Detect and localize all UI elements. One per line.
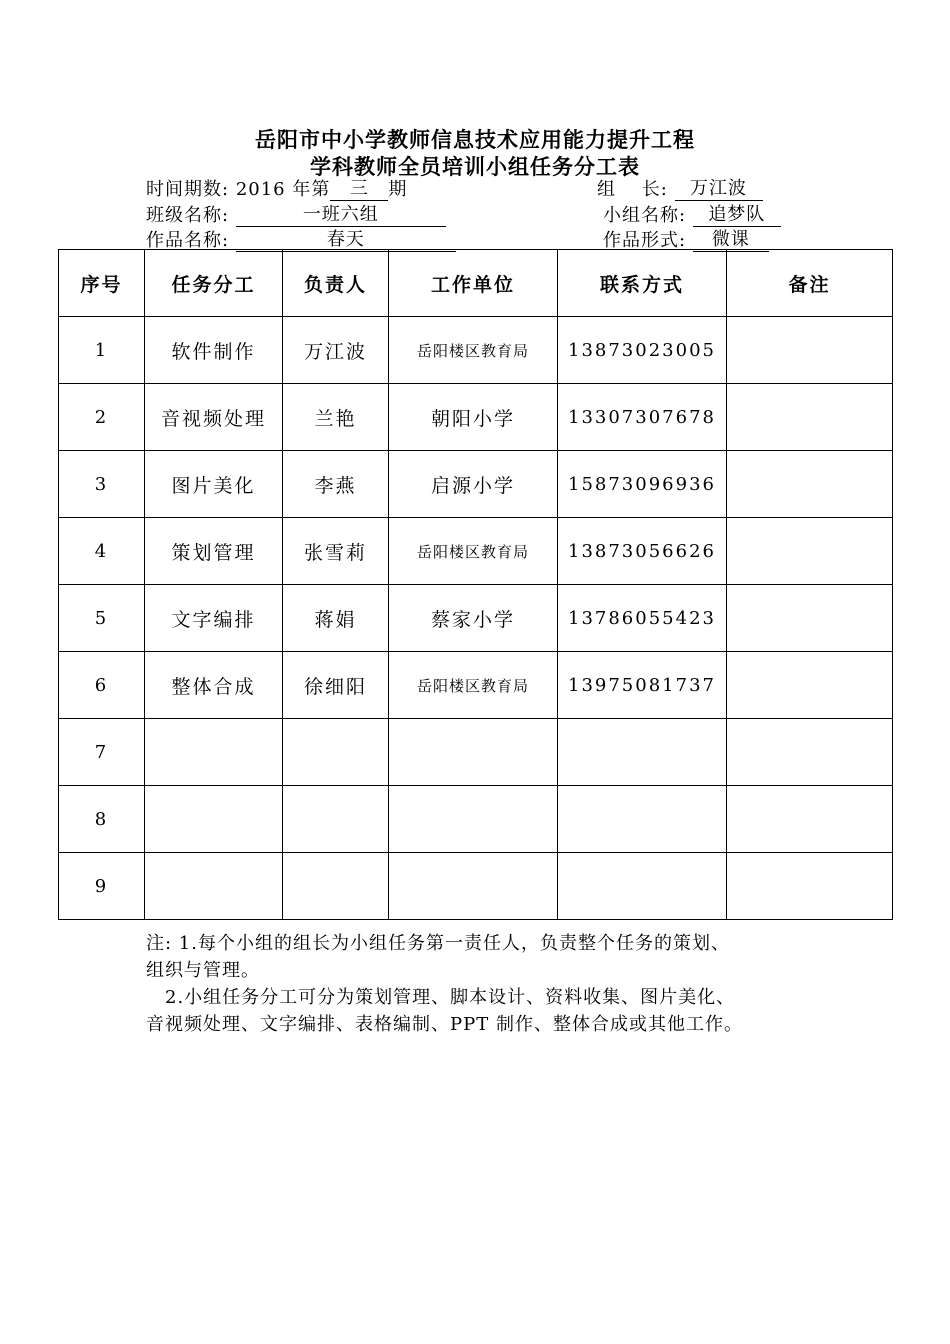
note-line-2: 组织与管理。	[146, 960, 260, 981]
row-note	[727, 786, 893, 853]
class-value: 一班六组	[236, 204, 446, 227]
row-contact: 13975081737	[558, 652, 727, 719]
row-no: 8	[59, 786, 145, 853]
row-unit: 岳阳楼区教育局	[389, 317, 558, 384]
row-unit: 朝阳小学	[389, 384, 558, 451]
table-row	[59, 451, 893, 518]
row-task: 音视频处理	[145, 384, 283, 451]
row-note	[727, 652, 893, 719]
leader-field	[597, 175, 763, 201]
document-subtitle: 学科教师全员培训小组任务分工表	[310, 155, 640, 179]
row-note	[727, 518, 893, 585]
table-row	[59, 853, 893, 920]
row-task: 文字编排	[145, 585, 283, 652]
table-row	[59, 518, 893, 585]
row-contact: 15873096936	[558, 451, 727, 518]
row-no: 3	[59, 451, 145, 518]
row-unit: 启源小学	[389, 451, 558, 518]
period-suffix: 期	[388, 179, 408, 200]
row-note	[727, 585, 893, 652]
row-task: 图片美化	[145, 451, 283, 518]
row-unit: 岳阳楼区教育局	[389, 652, 558, 719]
form-label: 作品形式:	[603, 230, 687, 251]
row-person	[283, 853, 389, 920]
row-person: 万江波	[283, 317, 389, 384]
row-contact: 13307307678	[558, 384, 727, 451]
row-person	[283, 786, 389, 853]
class-label: 班级名称:	[146, 205, 230, 226]
period-prefix: 2016 年第	[235, 179, 331, 200]
work-label: 作品名称:	[146, 230, 230, 251]
note-line-4: 音视频处理、文字编排、表格编制、PPT 制作、整体合成或其他工作。	[146, 1014, 743, 1035]
row-task: 整体合成	[145, 652, 283, 719]
table-row	[59, 652, 893, 719]
row-contact	[558, 719, 727, 786]
group-field	[603, 201, 781, 227]
row-unit	[389, 786, 558, 853]
row-note	[727, 719, 893, 786]
row-no: 5	[59, 585, 145, 652]
table-row	[59, 786, 893, 853]
row-no: 9	[59, 853, 145, 920]
row-task: 软件制作	[145, 317, 283, 384]
header-note: 备注	[727, 250, 893, 317]
header-task: 任务分工	[145, 250, 283, 317]
row-task: 策划管理	[145, 518, 283, 585]
row-unit: 岳阳楼区教育局	[389, 518, 558, 585]
header-no: 序号	[59, 250, 145, 317]
header-person: 负责人	[283, 250, 389, 317]
notes-section	[146, 930, 866, 1038]
row-note	[727, 384, 893, 451]
row-contact	[558, 853, 727, 920]
period-value: 三	[330, 178, 388, 201]
row-person: 徐细阳	[283, 652, 389, 719]
row-note	[727, 853, 893, 920]
row-contact: 13786055423	[558, 585, 727, 652]
row-task	[145, 853, 283, 920]
row-contact: 13873023005	[558, 317, 727, 384]
class-field	[146, 201, 446, 227]
row-unit: 蔡家小学	[389, 585, 558, 652]
leader-value: 万江波	[675, 178, 763, 201]
work-value: 春天	[236, 229, 456, 252]
header-unit: 工作单位	[389, 250, 558, 317]
period-field	[146, 175, 407, 201]
row-person: 蒋娟	[283, 585, 389, 652]
row-person: 兰艳	[283, 384, 389, 451]
row-no: 1	[59, 317, 145, 384]
row-person	[283, 719, 389, 786]
leader-label: 组 长:	[597, 179, 668, 200]
note-line-3: 2.小组任务分工可分为策划管理、脚本设计、资料收集、图片美化、	[146, 987, 736, 1008]
row-contact: 13873056626	[558, 518, 727, 585]
row-no: 6	[59, 652, 145, 719]
table-header-row	[59, 250, 893, 317]
row-no: 2	[59, 384, 145, 451]
group-label: 小组名称:	[603, 205, 687, 226]
form-value: 微课	[693, 229, 769, 252]
row-contact	[558, 786, 727, 853]
row-task	[145, 786, 283, 853]
row-note	[727, 451, 893, 518]
row-unit	[389, 853, 558, 920]
table-row	[59, 317, 893, 384]
document-title: 岳阳市中小学教师信息技术应用能力提升工程	[255, 128, 695, 152]
row-person: 张雪莉	[283, 518, 389, 585]
task-table	[58, 249, 893, 920]
period-label: 时间期数:	[146, 179, 230, 200]
row-no: 7	[59, 719, 145, 786]
table-row	[59, 384, 893, 451]
row-task	[145, 719, 283, 786]
table-row	[59, 719, 893, 786]
table-row	[59, 585, 893, 652]
header-contact: 联系方式	[558, 250, 727, 317]
row-note	[727, 317, 893, 384]
row-person: 李燕	[283, 451, 389, 518]
row-no: 4	[59, 518, 145, 585]
note-line-1: 注: 1.每个小组的组长为小组任务第一责任人，负责整个任务的策划、	[146, 933, 730, 954]
row-unit	[389, 719, 558, 786]
group-value: 追梦队	[693, 204, 781, 227]
